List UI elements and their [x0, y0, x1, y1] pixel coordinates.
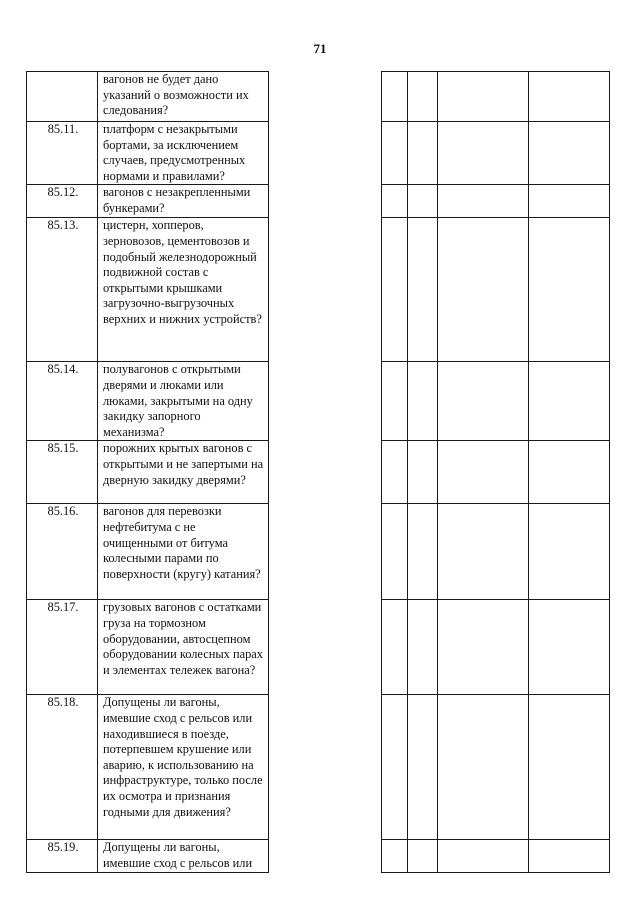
empty-cell [438, 600, 529, 695]
empty-cell [438, 504, 529, 600]
empty-cell [382, 504, 408, 600]
empty-cell [408, 218, 438, 362]
empty-cell [408, 441, 438, 504]
empty-cell [408, 600, 438, 695]
empty-cell [382, 840, 408, 872]
item-text: вагонов с незакрепленными бункерами? [98, 185, 269, 218]
empty-cell [408, 122, 438, 185]
item-text: цистерн, хопперов, зерновозов, цементовозов и подобный железнодорожный подвижной состав с открытыми крышками загрузочно-выгрузочных верхних и нижних устройств? [98, 218, 269, 362]
checklist-table [26, 71, 610, 873]
empty-cell [438, 218, 529, 362]
empty-cell [438, 122, 529, 185]
table-row [27, 72, 610, 122]
item-number: 85.17. [27, 600, 98, 695]
empty-cell [529, 72, 610, 122]
item-text: вагонов для перевозки нефтебитума с не очищенными от битума колесными парами по поверхности (кругу) катания? [98, 504, 269, 600]
item-text: грузовых вагонов с остатками груза на тормозном оборудовании, автосцепном оборудовании колесных парах и элементах тележек вагона? [98, 600, 269, 695]
item-text: вагонов не будет дано указаний о возможности их следования? [98, 72, 269, 122]
empty-cell [382, 72, 408, 122]
empty-cell [408, 72, 438, 122]
empty-cell [529, 362, 610, 441]
empty-cell [408, 185, 438, 218]
empty-cell [529, 504, 610, 600]
item-number: 85.11. [27, 122, 98, 185]
empty-cell [382, 362, 408, 441]
page-number: 71 [313, 41, 327, 56]
empty-cell [382, 695, 408, 840]
item-number [27, 72, 98, 122]
empty-cell [408, 504, 438, 600]
item-number: 85.12. [27, 185, 98, 218]
item-text: Допущены ли вагоны, имевшие сход с рельсов или [98, 840, 269, 872]
empty-cell [529, 185, 610, 218]
empty-cell [382, 218, 408, 362]
empty-cell [438, 185, 529, 218]
item-number: 85.19. [27, 840, 98, 872]
item-text: порожних крытых вагонов с открытыми и не запертыми на дверную закидку дверями? [98, 441, 269, 504]
empty-cell [382, 441, 408, 504]
empty-cell [438, 840, 529, 872]
item-number: 85.16. [27, 504, 98, 600]
item-text: платформ с незакрытыми бортами, за исключением случаев, предусмотренных нормами и правилами? [98, 122, 269, 185]
empty-cell [269, 72, 382, 873]
item-number: 85.15. [27, 441, 98, 504]
empty-cell [382, 185, 408, 218]
item-number: 85.13. [27, 218, 98, 362]
empty-cell [438, 695, 529, 840]
empty-cell [382, 600, 408, 695]
empty-cell [529, 441, 610, 504]
empty-cell [529, 600, 610, 695]
item-text: полувагонов с открытыми дверями и люками или люками, закрытыми на одну закидку запорного механизма? [98, 362, 269, 441]
empty-cell [438, 362, 529, 441]
item-number: 85.14. [27, 362, 98, 441]
empty-cell [382, 122, 408, 185]
empty-cell [529, 218, 610, 362]
empty-cell [408, 362, 438, 441]
empty-cell [529, 695, 610, 840]
empty-cell [438, 441, 529, 504]
empty-cell [529, 122, 610, 185]
item-text: Допущены ли вагоны, имевшие сход с рельсов или находившиеся в поезде, потерпевшем крушение или аварию, к использованию на инфраструктуре, только после их осмотра и признания годными для движения? [98, 695, 269, 840]
item-number: 85.18. [27, 695, 98, 840]
empty-cell [438, 72, 529, 122]
empty-cell [408, 840, 438, 872]
empty-cell [408, 695, 438, 840]
empty-cell [529, 840, 610, 872]
